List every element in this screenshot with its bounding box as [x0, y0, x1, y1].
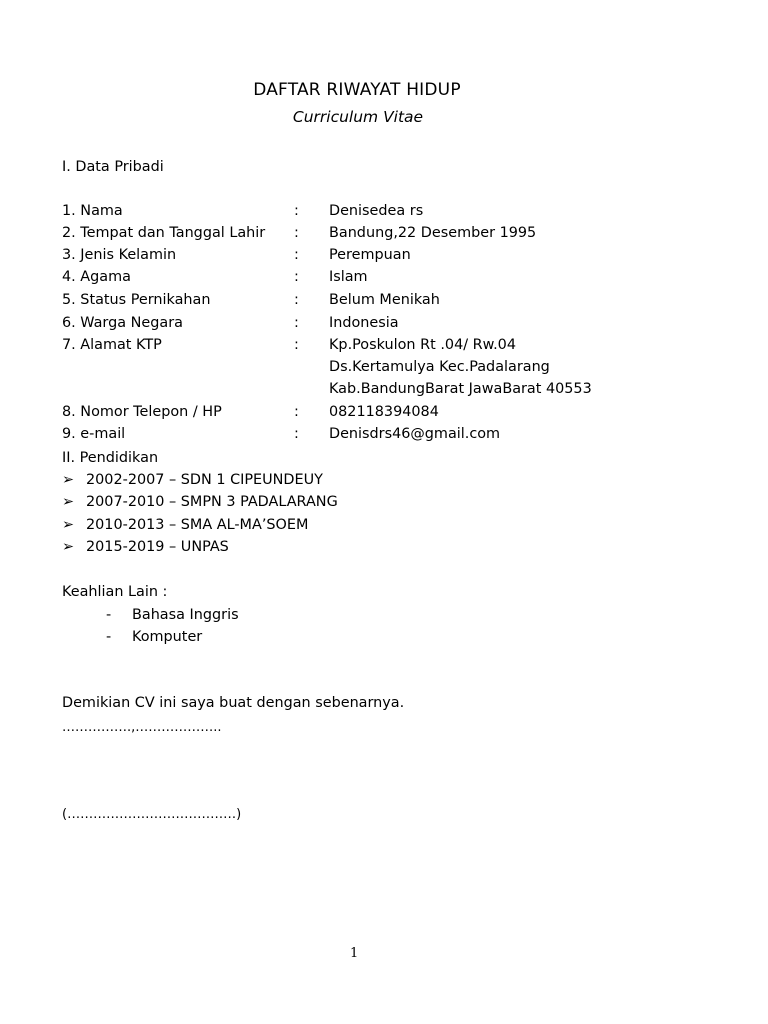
arrow-bullet-icon: ➢ [62, 539, 75, 555]
field-value-religion: Islam [329, 269, 368, 285]
field-value-birth: Bandung,22 Desember 1995 [329, 225, 537, 241]
field-value-phone: 082118394084 [329, 404, 439, 420]
field-separator: : [294, 247, 299, 263]
field-separator: : [294, 337, 299, 353]
field-separator: : [294, 203, 299, 219]
field-value-citizenship: Indonesia [329, 315, 399, 331]
field-value-name: Denisedea rs [329, 203, 424, 219]
education-item-text: 2015-2019 – UNPAS [86, 539, 229, 555]
arrow-bullet-icon: ➢ [62, 472, 75, 488]
skill-item-text: Komputer [132, 629, 203, 645]
education-item [62, 493, 338, 511]
document-title: DAFTAR RIWAYAT HIDUP [253, 80, 461, 100]
closing-statement: Demikian CV ini saya buat dengan sebenarnya. [62, 695, 405, 711]
field-label-name: 1. Nama [62, 203, 123, 219]
education-item-text: 2010-2013 – SMA AL-MA’SOEM [86, 517, 309, 533]
skill-item [106, 606, 239, 624]
field-label-birth: 2. Tempat dan Tanggal Lahir [62, 225, 266, 241]
page-number: 1 [350, 946, 359, 961]
skill-item-text: Bahasa Inggris [132, 607, 239, 623]
dash-bullet: - [106, 607, 112, 623]
field-label-gender: 3. Jenis Kelamin [62, 247, 177, 263]
education-heading: II. Pendidikan [62, 450, 159, 466]
signature-line: (…………………………………) [62, 807, 242, 822]
field-separator: : [294, 404, 299, 420]
skills-heading: Keahlian Lain : [62, 584, 168, 600]
field-separator: : [294, 225, 299, 241]
personal-data-heading: I. Data Pribadi [62, 159, 164, 175]
education-item [62, 538, 229, 556]
education-item-text: 2002-2007 – SDN 1 CIPEUNDEUY [86, 472, 323, 488]
field-separator: : [294, 315, 299, 331]
field-value-marital-status: Belum Menikah [329, 292, 440, 308]
field-value-email: Denisdrs46@gmail.com [329, 426, 501, 442]
field-value-address-line1: Kp.Poskulon Rt .04/ Rw.04 [329, 337, 516, 353]
field-value-address-line3: Kab.BandungBarat JawaBarat 40553 [329, 381, 592, 397]
document-subtitle: Curriculum Vitae [292, 108, 424, 126]
skill-item [106, 628, 202, 646]
education-item [62, 471, 323, 489]
field-label-email: 9. e-mail [62, 426, 126, 442]
field-separator: : [294, 269, 299, 285]
field-label-citizenship: 6. Warga Negara [62, 315, 183, 331]
field-label-marital-status: 5. Status Pernikahan [62, 292, 211, 308]
place-date-line: …………….,……………….. [62, 720, 222, 735]
field-label-religion: 4. Agama [62, 269, 131, 285]
field-value-address-line2: Ds.Kertamulya Kec.Padalarang [329, 359, 550, 375]
education-item-text: 2007-2010 – SMPN 3 PADALARANG [86, 494, 338, 510]
arrow-bullet-icon: ➢ [62, 494, 75, 510]
education-item [62, 516, 308, 534]
field-label-address: 7. Alamat KTP [62, 337, 162, 353]
field-label-phone: 8. Nomor Telepon / HP [62, 404, 222, 420]
field-value-gender: Perempuan [329, 247, 411, 263]
field-separator: : [294, 292, 299, 308]
field-separator: : [294, 426, 299, 442]
arrow-bullet-icon: ➢ [62, 517, 75, 533]
dash-bullet: - [106, 629, 112, 645]
